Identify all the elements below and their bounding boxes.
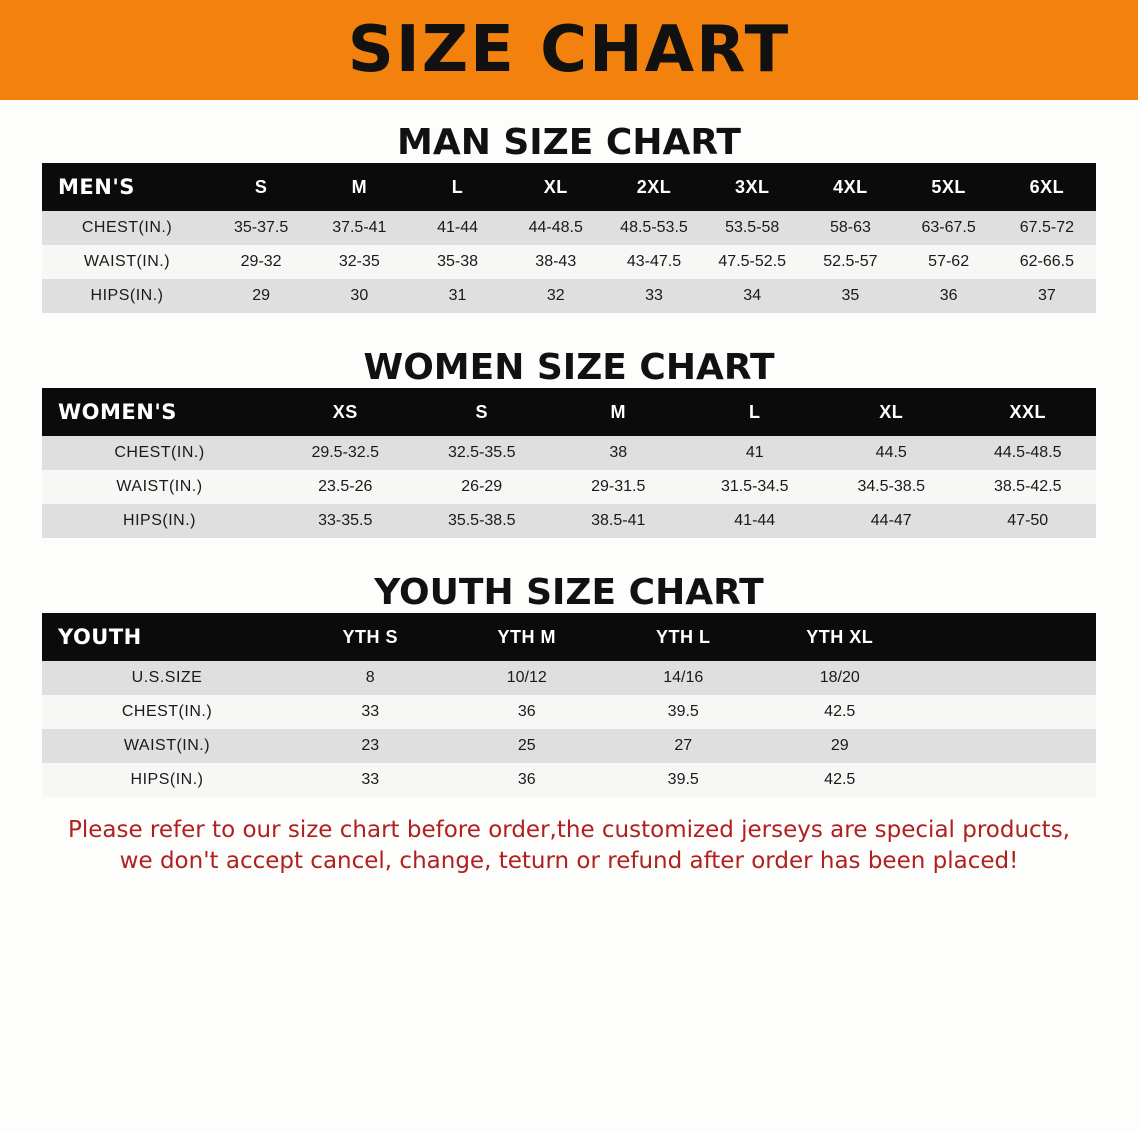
youth-cell: 27 bbox=[605, 729, 762, 763]
youth-cell: 25 bbox=[449, 729, 606, 763]
youth-cell: 36 bbox=[449, 763, 606, 797]
men-size-header: L bbox=[408, 163, 506, 211]
youth-cell: 14/16 bbox=[605, 661, 762, 695]
men-cell: 62-66.5 bbox=[998, 245, 1096, 279]
women-row-label: WAIST(IN.) bbox=[42, 470, 277, 504]
table-row bbox=[42, 504, 1096, 538]
men-size-header: XL bbox=[507, 163, 605, 211]
men-cell: 29-32 bbox=[212, 245, 310, 279]
men-cell: 53.5-58 bbox=[703, 211, 801, 245]
women-cell: 38 bbox=[550, 436, 687, 470]
men-cell: 44-48.5 bbox=[507, 211, 605, 245]
men-size-header: 6XL bbox=[998, 163, 1096, 211]
men-cell: 63-67.5 bbox=[900, 211, 998, 245]
women-row-label: HIPS(IN.) bbox=[42, 504, 277, 538]
table-row bbox=[42, 245, 1096, 279]
youth-section-heading: YOUTH SIZE CHART bbox=[374, 572, 764, 613]
men-table-head bbox=[42, 163, 1096, 211]
women-header-row bbox=[42, 388, 1096, 436]
women-cell: 44.5-48.5 bbox=[960, 436, 1097, 470]
table-row bbox=[42, 470, 1096, 504]
women-size-header: S bbox=[414, 388, 551, 436]
youth-table-head bbox=[42, 613, 1096, 661]
women-row-label: CHEST(IN.) bbox=[42, 436, 277, 470]
men-cell: 58-63 bbox=[801, 211, 899, 245]
youth-row-label: HIPS(IN.) bbox=[42, 763, 292, 797]
women-size-header: XS bbox=[277, 388, 414, 436]
women-cell: 47-50 bbox=[960, 504, 1097, 538]
men-label-header: MEN'S bbox=[42, 163, 212, 211]
men-size-header: 5XL bbox=[900, 163, 998, 211]
men-cell: 34 bbox=[703, 279, 801, 313]
men-cell: 32-35 bbox=[310, 245, 408, 279]
men-table-body bbox=[42, 211, 1096, 313]
table-row bbox=[42, 436, 1096, 470]
men-cell: 35-38 bbox=[408, 245, 506, 279]
women-size-header: XXL bbox=[960, 388, 1097, 436]
men-cell: 47.5-52.5 bbox=[703, 245, 801, 279]
youth-cell: 42.5 bbox=[762, 763, 919, 797]
women-cell: 31.5-34.5 bbox=[687, 470, 824, 504]
youth-label-header: YOUTH bbox=[42, 613, 292, 661]
youth-row-label: WAIST(IN.) bbox=[42, 729, 292, 763]
women-cell: 44.5 bbox=[823, 436, 960, 470]
youth-cell: 33 bbox=[292, 695, 449, 729]
women-cell: 38.5-42.5 bbox=[960, 470, 1097, 504]
youth-size-header: YTH M bbox=[449, 613, 606, 661]
women-cell: 29-31.5 bbox=[550, 470, 687, 504]
youth-header-row bbox=[42, 613, 1096, 661]
men-header-row bbox=[42, 163, 1096, 211]
women-cell: 44-47 bbox=[823, 504, 960, 538]
men-row-label: CHEST(IN.) bbox=[42, 211, 212, 245]
table-row bbox=[42, 279, 1096, 313]
women-table-body bbox=[42, 436, 1096, 538]
women-table-wrap bbox=[42, 388, 1096, 538]
men-cell: 57-62 bbox=[900, 245, 998, 279]
youth-cell: 18/20 bbox=[762, 661, 919, 695]
table-row bbox=[42, 211, 1096, 245]
youth-size-table bbox=[42, 613, 1096, 797]
men-cell: 32 bbox=[507, 279, 605, 313]
men-cell: 29 bbox=[212, 279, 310, 313]
men-cell: 35 bbox=[801, 279, 899, 313]
youth-size-header: YTH L bbox=[605, 613, 762, 661]
men-size-header: S bbox=[212, 163, 310, 211]
women-size-header: L bbox=[687, 388, 824, 436]
youth-cell: 39.5 bbox=[605, 695, 762, 729]
table-row bbox=[42, 729, 1096, 763]
youth-size-header: YTH XL bbox=[762, 613, 919, 661]
youth-cell: 29 bbox=[762, 729, 919, 763]
youth-table-wrap bbox=[42, 613, 1096, 797]
women-size-table bbox=[42, 388, 1096, 538]
youth-cell-empty bbox=[918, 695, 1096, 729]
women-cell: 38.5-41 bbox=[550, 504, 687, 538]
women-cell: 41 bbox=[687, 436, 824, 470]
youth-row-label: U.S.SIZE bbox=[42, 661, 292, 695]
women-label-header: WOMEN'S bbox=[42, 388, 277, 436]
men-cell: 36 bbox=[900, 279, 998, 313]
men-size-header: M bbox=[310, 163, 408, 211]
women-cell: 34.5-38.5 bbox=[823, 470, 960, 504]
men-cell: 43-47.5 bbox=[605, 245, 703, 279]
return-policy-note bbox=[40, 815, 1098, 877]
note-line-1: Please refer to our size chart before order,the customized jerseys are special products, bbox=[67, 817, 1070, 843]
table-row bbox=[42, 763, 1096, 797]
women-size-header: M bbox=[550, 388, 687, 436]
youth-cell: 36 bbox=[449, 695, 606, 729]
banner bbox=[0, 0, 1138, 100]
women-cell: 26-29 bbox=[414, 470, 551, 504]
youth-table-body bbox=[42, 661, 1096, 797]
men-cell: 33 bbox=[605, 279, 703, 313]
youth-row-label: CHEST(IN.) bbox=[42, 695, 292, 729]
women-size-header: XL bbox=[823, 388, 960, 436]
youth-cell: 42.5 bbox=[762, 695, 919, 729]
youth-size-header: YTH S bbox=[292, 613, 449, 661]
youth-cell-empty bbox=[918, 729, 1096, 763]
youth-cell-empty bbox=[918, 661, 1096, 695]
table-row bbox=[42, 695, 1096, 729]
women-section-heading: WOMEN SIZE CHART bbox=[363, 347, 775, 388]
page-title: SIZE CHART bbox=[347, 13, 791, 87]
man-section-heading: MAN SIZE CHART bbox=[397, 122, 741, 163]
men-row-label: WAIST(IN.) bbox=[42, 245, 212, 279]
table-row bbox=[42, 661, 1096, 695]
note-line-2: we don't accept cancel, change, teturn or refund after order has been placed! bbox=[119, 848, 1019, 875]
men-size-header: 4XL bbox=[801, 163, 899, 211]
women-cell: 35.5-38.5 bbox=[414, 504, 551, 538]
youth-cell: 23 bbox=[292, 729, 449, 763]
men-cell: 35-37.5 bbox=[212, 211, 310, 245]
men-row-label: HIPS(IN.) bbox=[42, 279, 212, 313]
men-cell: 37.5-41 bbox=[310, 211, 408, 245]
men-cell: 41-44 bbox=[408, 211, 506, 245]
youth-cell: 10/12 bbox=[449, 661, 606, 695]
youth-cell-empty bbox=[918, 763, 1096, 797]
women-cell: 32.5-35.5 bbox=[414, 436, 551, 470]
youth-cell: 39.5 bbox=[605, 763, 762, 797]
men-cell: 37 bbox=[998, 279, 1096, 313]
youth-cell: 33 bbox=[292, 763, 449, 797]
men-cell: 30 bbox=[310, 279, 408, 313]
youth-spacer-header bbox=[918, 613, 1096, 661]
men-cell: 38-43 bbox=[507, 245, 605, 279]
youth-cell: 8 bbox=[292, 661, 449, 695]
men-cell: 52.5-57 bbox=[801, 245, 899, 279]
men-size-header: 3XL bbox=[703, 163, 801, 211]
men-size-table bbox=[42, 163, 1096, 313]
women-cell: 33-35.5 bbox=[277, 504, 414, 538]
women-cell: 41-44 bbox=[687, 504, 824, 538]
men-cell: 31 bbox=[408, 279, 506, 313]
women-table-head bbox=[42, 388, 1096, 436]
man-table-wrap bbox=[42, 163, 1096, 313]
women-cell: 23.5-26 bbox=[277, 470, 414, 504]
men-size-header: 2XL bbox=[605, 163, 703, 211]
men-cell: 48.5-53.5 bbox=[605, 211, 703, 245]
men-cell: 67.5-72 bbox=[998, 211, 1096, 245]
women-cell: 29.5-32.5 bbox=[277, 436, 414, 470]
